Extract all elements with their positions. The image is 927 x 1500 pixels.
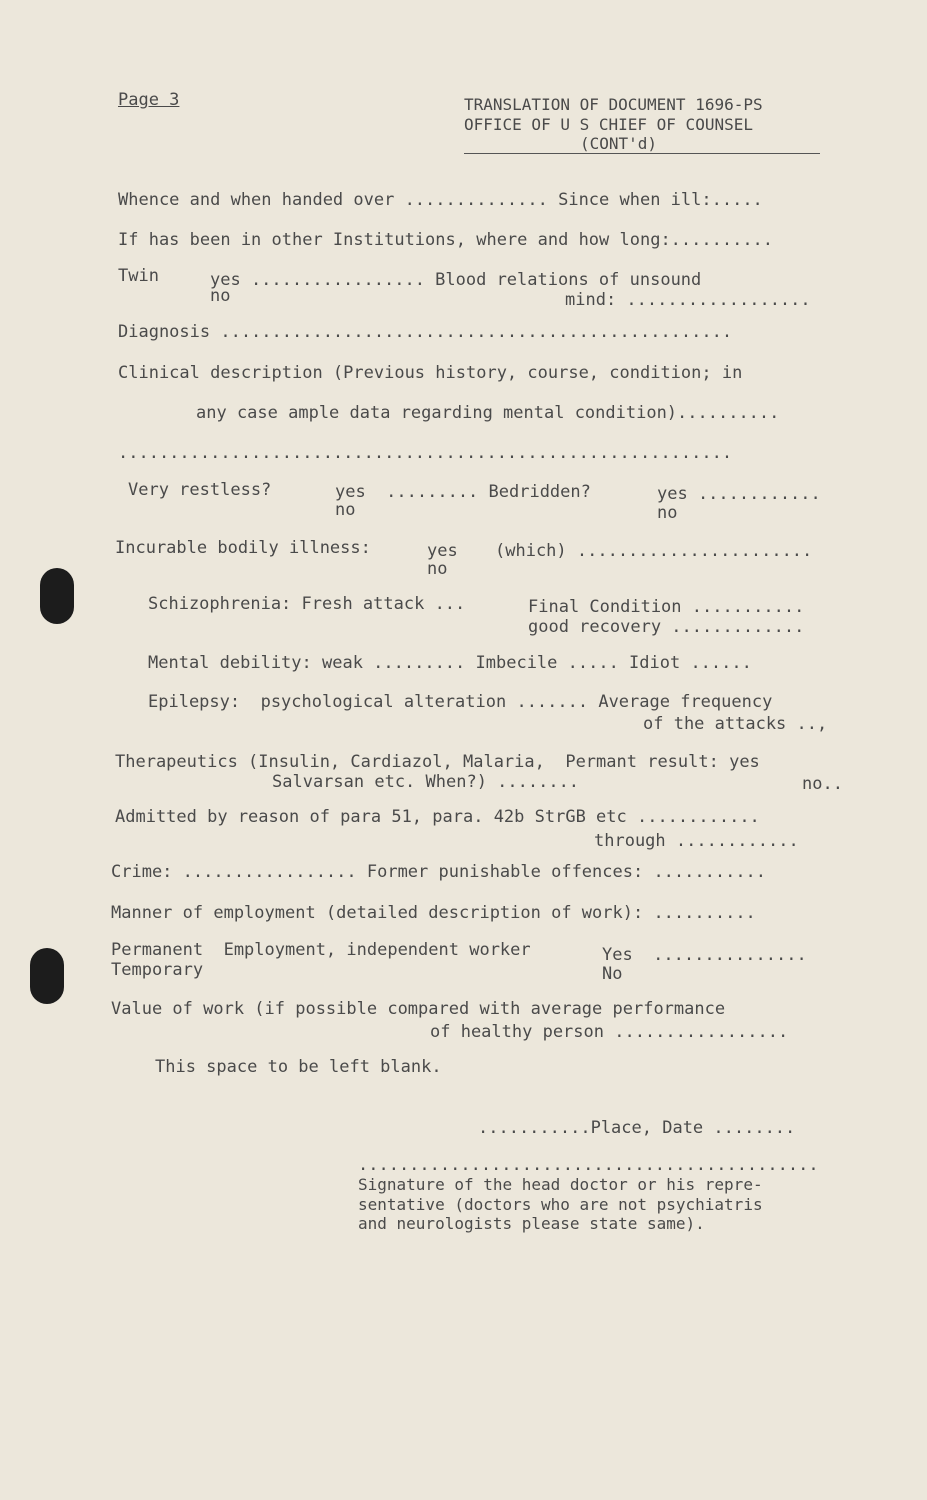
punch-hole-upper <box>40 568 74 624</box>
header-line2: OFFICE OF U S CHIEF OF COUNSEL <box>464 115 753 134</box>
field-admitted-2: through ............ <box>594 831 799 851</box>
header-line1: TRANSLATION OF DOCUMENT 1696-PS <box>464 95 763 114</box>
field-permanent-yes: Yes ............... <box>602 945 807 965</box>
signature-line-2: sentative (doctors who are not psychiatris <box>358 1195 763 1214</box>
page-label: Page 3 <box>118 90 180 110</box>
field-admitted-1: Admitted by reason of para 51, para. 42b StrGB etc ............ <box>115 807 760 827</box>
signature-dots: ............................................. <box>358 1155 819 1175</box>
field-clinical-2: any case ample data regarding mental condition).......... <box>196 403 780 423</box>
field-diagnosis: Diagnosis .................................................. <box>118 322 733 342</box>
signature-line-3: and neurologists please state same). <box>358 1214 705 1233</box>
field-incurable-yes: yes <box>427 541 458 561</box>
field-crime: Crime: ................. Former punishable offences: ........... <box>111 862 767 882</box>
field-schizo-label: Schizophrenia: Fresh attack ... <box>148 594 466 614</box>
field-twin-mind: mind: .................. <box>565 290 811 310</box>
field-permanent-label: Permanent Employment, independent worker <box>111 940 531 960</box>
field-permanent-no: No <box>602 964 623 984</box>
field-bedridden-no: no <box>657 503 678 523</box>
field-mental-debility: Mental debility: weak ......... Imbecile ..... Idiot ...... <box>148 653 752 673</box>
field-epilepsy: Epilepsy: psychological alteration ....... Average frequency <box>148 692 773 712</box>
field-incurable-label: Incurable bodily illness: <box>115 538 371 558</box>
field-schizo-good: good recovery ............. <box>528 617 805 637</box>
header-line3: (CONT'd) <box>580 134 658 153</box>
field-clinical-3: ............................................................ <box>118 443 733 463</box>
field-value-2: of healthy person ................. <box>430 1022 789 1042</box>
field-incurable-no: no <box>427 559 448 579</box>
field-restless-yes: yes ......... Bedridden? <box>335 482 591 502</box>
field-twin-no: no <box>210 286 231 306</box>
field-schizo-final: Final Condition ........... <box>528 597 805 617</box>
signature-line-1: Signature of the head doctor or his repre- <box>358 1175 763 1194</box>
field-temporary-label: Temporary <box>111 960 204 980</box>
field-whence: Whence and when handed over .............. Since when ill:..... <box>118 190 763 210</box>
field-restless-label: Very restless? <box>128 480 272 500</box>
field-bedridden-yes: yes ............ <box>657 484 821 504</box>
field-institutions: If has been in other Institutions, where and how long:.......... <box>118 230 774 250</box>
blank-space-note: This space to be left blank. <box>155 1057 442 1077</box>
field-twin-label: Twin <box>118 266 159 286</box>
field-therapeutics-no: no.. <box>802 774 843 794</box>
field-twin-yes: yes ................. Blood relations of unsound <box>210 270 702 290</box>
field-manner: Manner of employment (detailed description of work): .......... <box>111 903 756 923</box>
field-incurable-which: (which) ....................... <box>495 541 813 561</box>
field-epilepsy-2: of the attacks .., <box>643 714 828 734</box>
field-clinical-1: Clinical description (Previous history, course, condition; in <box>118 363 743 383</box>
field-place-date: ...........Place, Date ........ <box>478 1118 796 1138</box>
field-value-1: Value of work (if possible compared with average performance <box>111 999 726 1019</box>
field-therapeutics-2: Salvarsan etc. When?) ........ <box>272 772 580 792</box>
header-rule <box>464 153 820 154</box>
field-therapeutics-1: Therapeutics (Insulin, Cardiazol, Malaria, Permant result: yes <box>115 752 760 772</box>
punch-hole-lower <box>30 948 64 1004</box>
field-restless-no: no <box>335 500 356 520</box>
